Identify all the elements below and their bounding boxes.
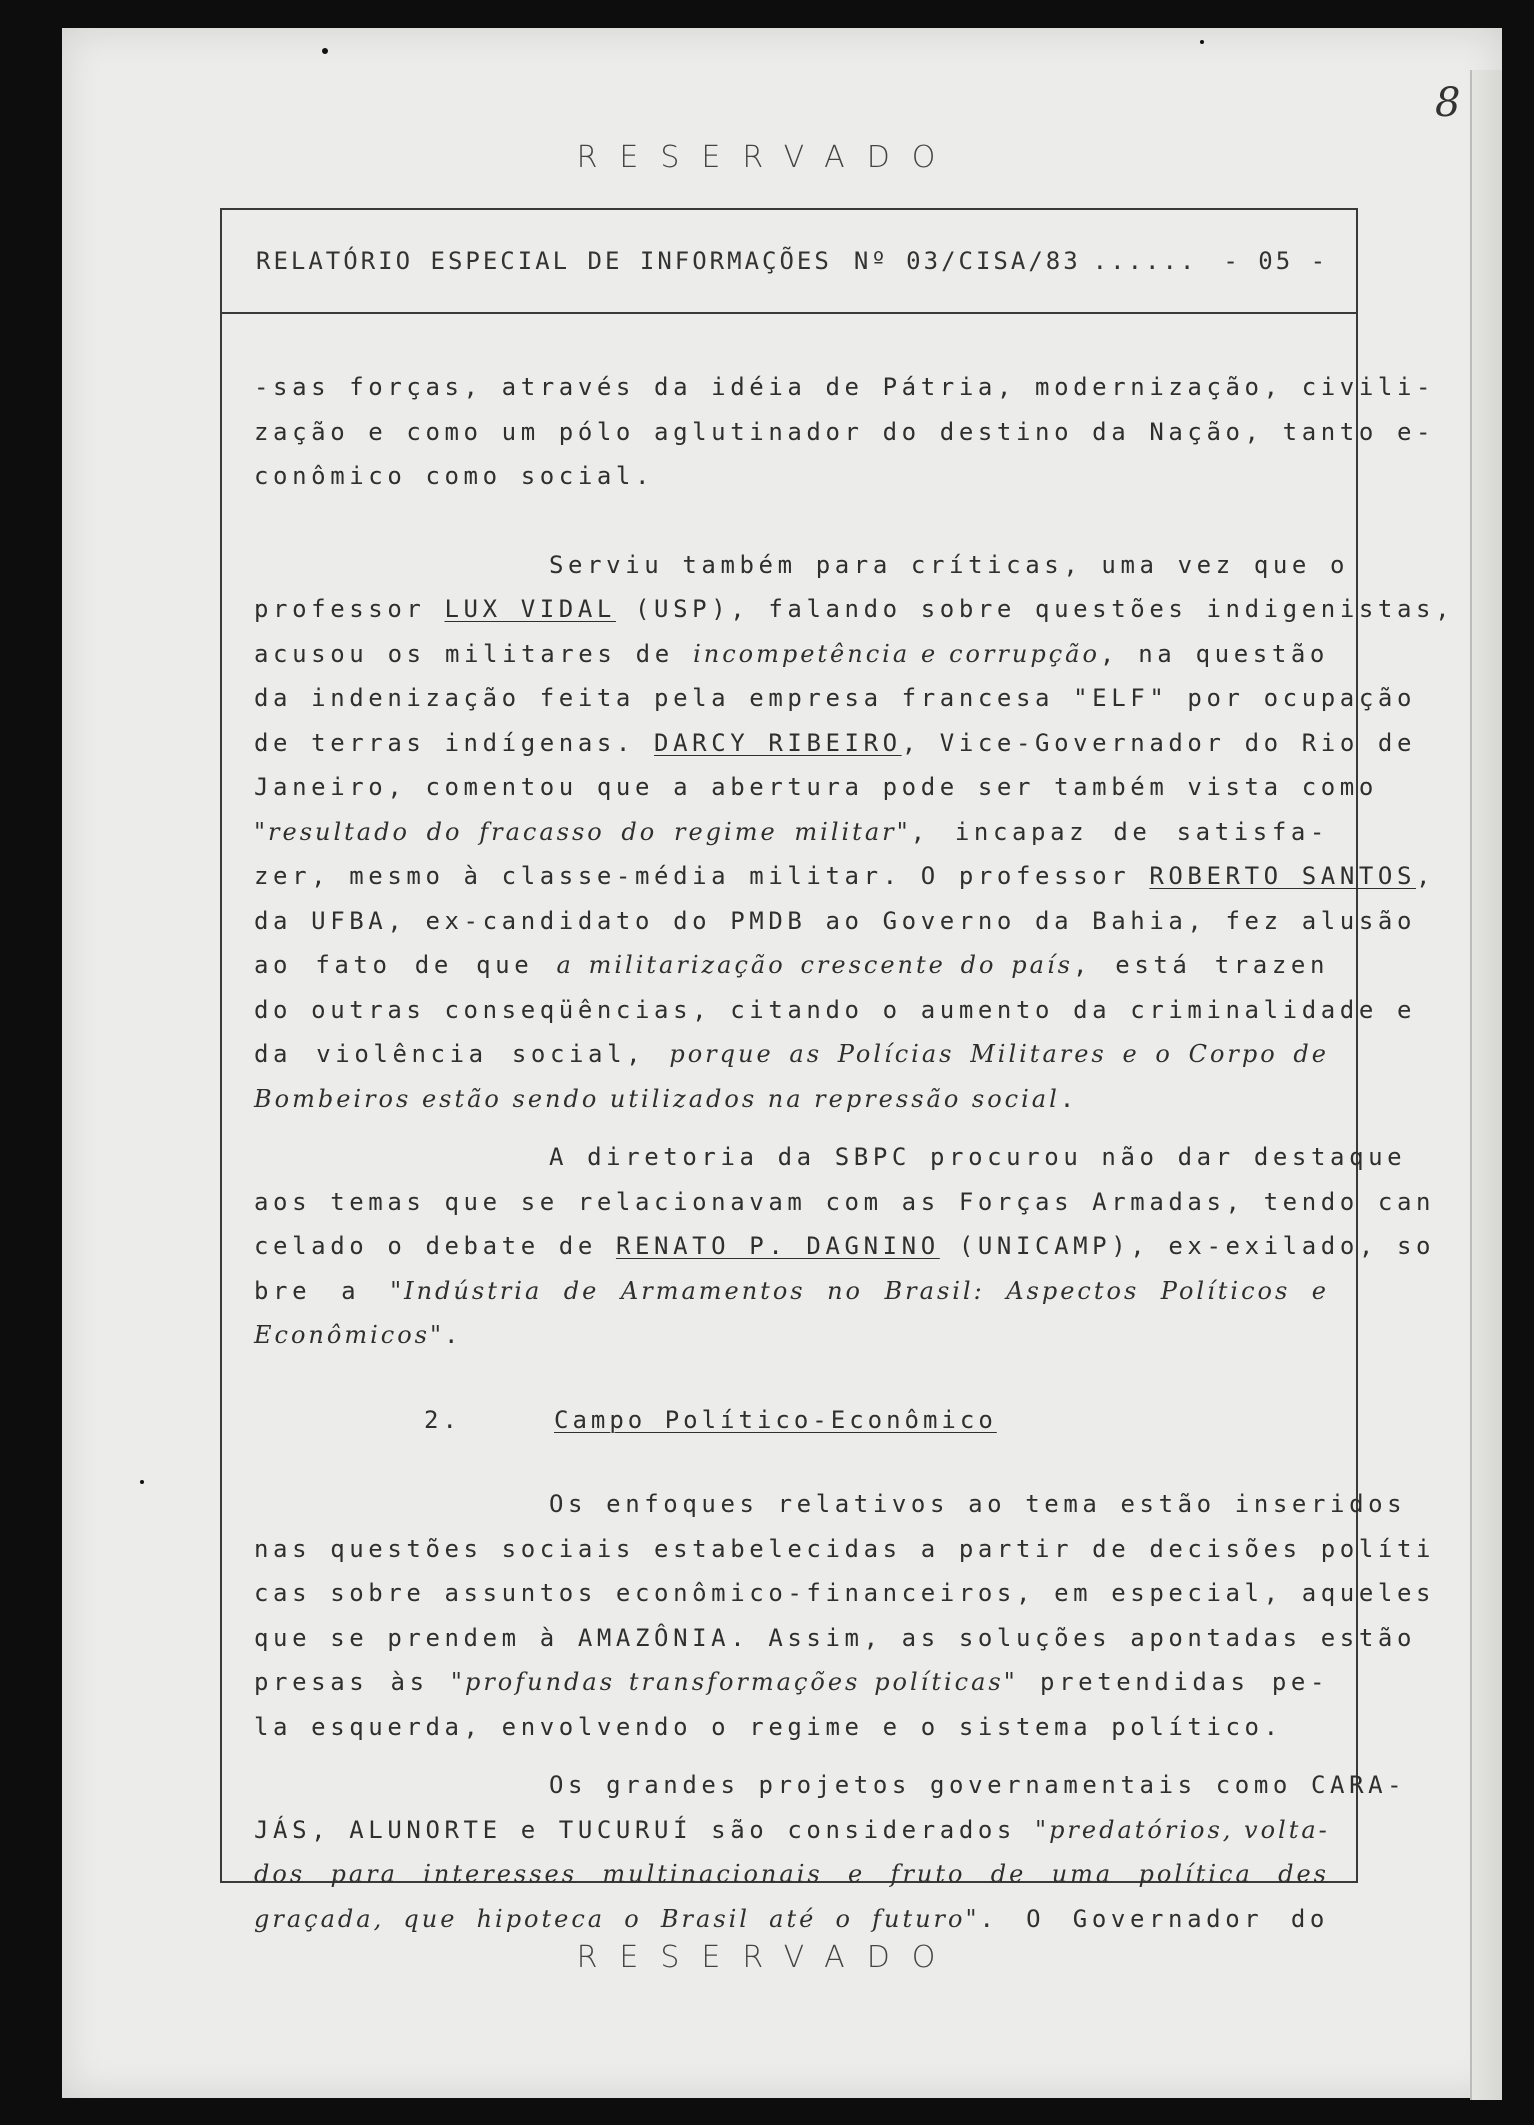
report-title: RELATÓRIO ESPECIAL DE INFORMAÇÕES <box>256 247 832 275</box>
text-line: Serviu também para críticas, uma vez que o <box>549 550 1350 579</box>
handwritten-page-number: 8 <box>1435 80 1461 126</box>
section-heading <box>254 1398 1329 1443</box>
emphasis-text: "Indústria de Armamentos no Brasil: Aspectos Políticos e <box>390 1276 1330 1305</box>
emphasis-text: a militarização crescente do país <box>556 951 1073 979</box>
text-line: -sas forças, através da idéia de Pátria, modernização, civili- <box>254 373 1436 401</box>
text-line: da indenização feita pela empresa francesa "ELF" por ocupação <box>254 684 1417 712</box>
text-line: Os grandes projetos governamentais como CARA- <box>549 1771 1407 1799</box>
classification-top: RESERVADO <box>576 140 958 175</box>
report-number: Nº 03/CISA/83 <box>853 247 1081 275</box>
emphasis-text: "predatórios, volta- <box>1035 1815 1330 1844</box>
report-header <box>222 210 1356 314</box>
text-line: da UFBA, ex-candidato do PMDB ao Governo da Bahia, fez alusão <box>254 906 1417 935</box>
text-line: da violência social, porque as Polícias Militares e o Corpo de <box>254 1040 1329 1068</box>
person-name: DARCY RIBEIRO <box>654 728 902 757</box>
text-line: professor LUX VIDAL (USP), falando sobre questões indigenistas, <box>254 595 1455 623</box>
emphasis-text: Bombeiros estão sendo utilizados na repressão social <box>254 1084 1060 1113</box>
text-line: zação e como um pólo aglutinador do destino da Nação, tanto e- <box>254 417 1436 446</box>
text-line: que se prendem à AMAZÔNIA. Assim, as soluções apontadas estão <box>254 1623 1417 1652</box>
text-line: bre a "Indústria de Armamentos no Brasil: Aspectos Políticos e <box>254 1276 1330 1305</box>
text-line <box>254 1852 1329 1897</box>
header-dots: ...... <box>1092 247 1198 275</box>
text-line: "resultado do fracasso do regime militar", incapaz de satisfa- <box>254 817 1329 846</box>
text-line: ao fato de que a militarização crescente do país, está trazen <box>254 951 1329 979</box>
text-line: conômico como social. <box>254 462 655 490</box>
person-name: RENATO P. DAGNINO <box>615 1232 940 1260</box>
document-body <box>254 365 1455 1941</box>
emphasis-text: dos para interesses multinacionais e fruto de uma política des <box>254 1860 1329 1888</box>
text-line: A diretoria da SBPC procurou não dar destaque <box>549 1143 1407 1171</box>
dust-speck <box>140 1480 144 1484</box>
document-frame <box>220 208 1455 1933</box>
section-number: 2. <box>424 1405 461 1434</box>
text-line: Janeiro, comentou que a abertura pode ser também vista como <box>254 773 1378 801</box>
text-line: Econômicos". <box>254 1321 464 1349</box>
text-line: acusou os militares de incompetência e corrupção, na questão <box>254 639 1329 668</box>
text-line: JÁS, ALUNORTE e TUCURUÍ são considerados "predatórios, volta- <box>254 1815 1330 1844</box>
classification-bottom: RESERVADO <box>576 1940 958 1975</box>
emphasis-text: "profundas transformações políticas" <box>450 1668 1018 1696</box>
underlying-pages-edge <box>1470 70 1502 2100</box>
text-line: Os enfoques relativos ao tema estão inseridos <box>549 1490 1407 1518</box>
text-line: Bombeiros estão sendo utilizados na repressão social. <box>254 1084 1079 1113</box>
text-line: celado o debate de RENATO P. DAGNINO (UNICAMP), ex-exilado, so <box>254 1232 1436 1260</box>
text-line: nas questões sociais estabelecidas a partir de decisões políti <box>254 1534 1436 1563</box>
dust-speck <box>1200 40 1204 44</box>
text-line: aos temas que se relacionavam com as Forças Armadas, tendo can <box>254 1187 1436 1216</box>
text-line: la esquerda, envolvendo o regime e o sistema político. <box>254 1712 1283 1741</box>
report-page: - 05 - <box>1223 247 1329 275</box>
person-name: ROBERTO SANTOS <box>1149 862 1417 890</box>
emphasis-text: porque as Polícias Militares e o Corpo de <box>669 1040 1329 1068</box>
text-line: graçada, que hipoteca o Brasil até o futuro". O Governador do <box>254 1904 1329 1933</box>
text-line: cas sobre assuntos econômico-financeiros, em especial, aqueles <box>254 1579 1436 1607</box>
text-line: de terras indígenas. DARCY RIBEIRO, Vice-Governador do Rio de <box>254 728 1417 757</box>
text-line: presas às "profundas transformações políticas" pretendidas pe- <box>254 1668 1329 1696</box>
emphasis-text: graçada, que hipoteca o Brasil até o futuro" <box>254 1904 980 1933</box>
emphasis-text: incompetência e corrupção <box>693 639 1100 668</box>
dust-speck <box>322 48 328 54</box>
emphasis-text: Econômicos" <box>254 1321 444 1349</box>
text-line: do outras conseqüências, citando o aumento da criminalidade e <box>254 995 1417 1024</box>
person-name: LUX VIDAL <box>444 595 616 623</box>
text-line: zer, mesmo à classe-média militar. O professor ROBERTO SANTOS, <box>254 862 1436 890</box>
section-title: Campo Político-Econômico <box>554 1405 997 1434</box>
emphasis-text: "resultado do fracasso do regime militar" <box>254 817 911 846</box>
